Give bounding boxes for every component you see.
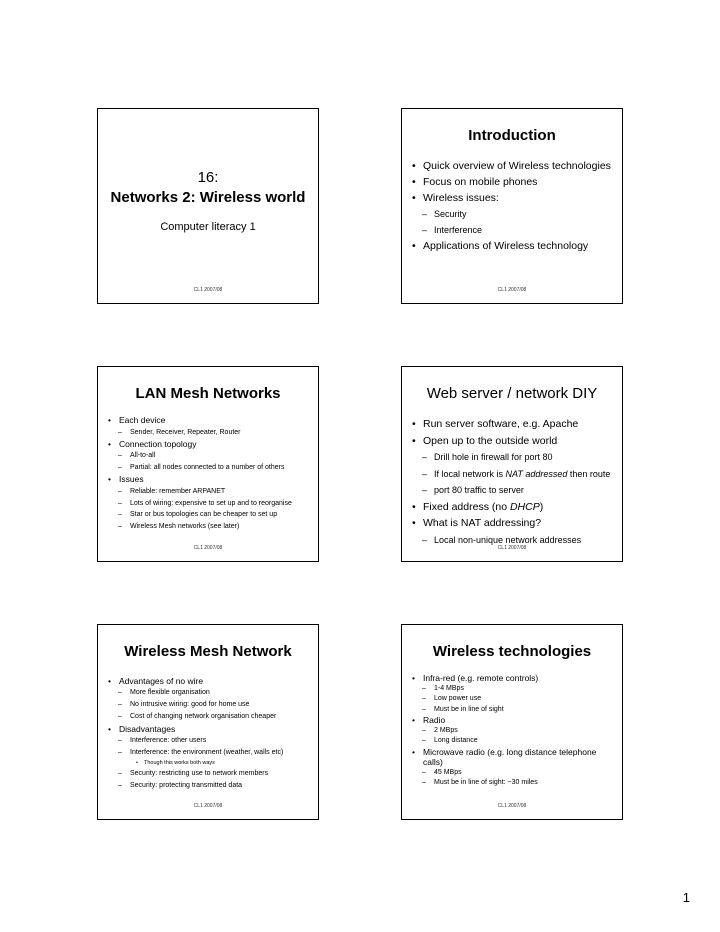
sub-sub-bullet: • Though this works both ways — [108, 759, 310, 768]
sub-bullet: – Security — [412, 206, 614, 222]
slide-lan-mesh — [97, 366, 319, 562]
sub-bullet: – Lots of wiring: expensive to set up and to reorganise — [108, 498, 310, 510]
emphasis-text: DHCP — [509, 500, 540, 513]
bullet — [412, 499, 614, 516]
text: ) — [539, 500, 544, 513]
sub-bullet: – 1-4 MBps — [412, 684, 614, 695]
slide-footer: CL1 2007/08 — [193, 803, 223, 809]
slide-title: Wireless Mesh Network — [124, 643, 292, 660]
sub-bullet: – Security: protecting transmitted data — [108, 780, 310, 792]
slide-title: Wireless technologies — [432, 643, 592, 660]
sub-bullet: – All-to-all — [108, 450, 310, 462]
sub-bullet: – Cost of changing network organisation cheaper — [108, 711, 310, 723]
sub-bullet: – 45 MBps — [412, 768, 614, 779]
slide-footer: CL1 2007/08 — [497, 287, 527, 293]
slide-title: Introduction — [468, 127, 556, 144]
slide-wireless-mesh — [97, 624, 319, 820]
sub-bullet: – Local non-unique network addresses — [412, 532, 614, 549]
sub-bullet: – Interference: other users — [108, 735, 310, 747]
slide-footer: CL1 2007/08 — [193, 545, 223, 551]
slide-web-server — [401, 366, 623, 562]
text: then route — [567, 468, 611, 479]
sub-bullet: – No intrusive wiring: good for home use — [108, 699, 310, 711]
bullet: • Disadvantages — [108, 723, 310, 735]
sub-bullet: – More flexible organisation — [108, 687, 310, 699]
bullet: • Issues — [108, 474, 310, 486]
bullet: • Wireless issues: — [412, 190, 614, 206]
bullet: • Infra-red (e.g. remote controls) — [412, 673, 614, 684]
slide-title: Web server / network DIY — [426, 385, 598, 402]
sub-bullet: – Star or bus topologies can be cheaper to set up — [108, 509, 310, 521]
bullet: • Applications of Wireless technology — [412, 238, 614, 254]
slide-number: 16: — [197, 169, 219, 186]
sub-bullet: – Must be in line of sight — [412, 705, 614, 716]
sub-bullet: – Sender, Receiver, Repeater, Router — [108, 427, 310, 439]
sub-bullet: – Reliable: remember ARPANET — [108, 486, 310, 498]
bullet: • Microwave radio (e.g. long distance telephone calls) — [412, 747, 614, 768]
bullet: • Quick overview of Wireless technologies — [412, 158, 614, 174]
slide-title: Networks 2: Wireless world — [110, 189, 306, 206]
bullet: • Run server software, e.g. Apache — [412, 416, 614, 433]
text: Fixed address (no — [423, 500, 510, 513]
slide-introduction — [401, 108, 623, 304]
slide-footer: CL1 2007/08 — [193, 287, 223, 293]
sub-bullet: – Wireless Mesh networks (see later) — [108, 521, 310, 533]
bullet-list — [412, 416, 614, 548]
sub-bullet: – port 80 traffic to server — [412, 482, 614, 499]
sub-bullet: – Interference — [412, 222, 614, 238]
bullet: • Radio — [412, 715, 614, 726]
bullet: • Each device — [108, 415, 310, 427]
text: If local network is — [434, 468, 506, 479]
slide-title: LAN Mesh Networks — [135, 385, 281, 402]
slide-subtitle: Computer literacy 1 — [160, 221, 256, 233]
sub-bullet: – Long distance — [412, 736, 614, 747]
slide-footer: CL1 2007/08 — [497, 803, 527, 809]
sub-bullet — [412, 466, 614, 483]
bullet-list — [108, 415, 310, 533]
bullet: • Advantages of no wire — [108, 675, 310, 687]
bullet: • Open up to the outside world — [412, 433, 614, 450]
emphasis-text: NAT addressed — [505, 468, 568, 479]
sub-bullet: – Low power use — [412, 694, 614, 705]
page-number: 1 — [682, 890, 690, 905]
sub-bullet: – Security: restricting use to network members — [108, 768, 310, 780]
sub-bullet: – Partial: all nodes connected to a number of others — [108, 462, 310, 474]
slide-wireless-technologies — [401, 624, 623, 820]
sub-bullet: – Drill hole in firewall for port 80 — [412, 449, 614, 466]
slide-footer: CL1 2007/08 — [497, 545, 527, 551]
sub-bullet: – Must be in line of sight: ~30 miles — [412, 778, 614, 789]
bullet: • What is NAT addressing? — [412, 515, 614, 532]
bullet: • Focus on mobile phones — [412, 174, 614, 190]
sub-bullet: – 2 MBps — [412, 726, 614, 737]
slide-cover — [97, 108, 319, 304]
bullet-list — [412, 158, 614, 254]
bullet-list — [412, 673, 614, 789]
sub-bullet: – Interference: the environment (weather, walls etc) — [108, 747, 310, 759]
bullet: • Connection topology — [108, 439, 310, 451]
bullet-list — [108, 675, 310, 792]
